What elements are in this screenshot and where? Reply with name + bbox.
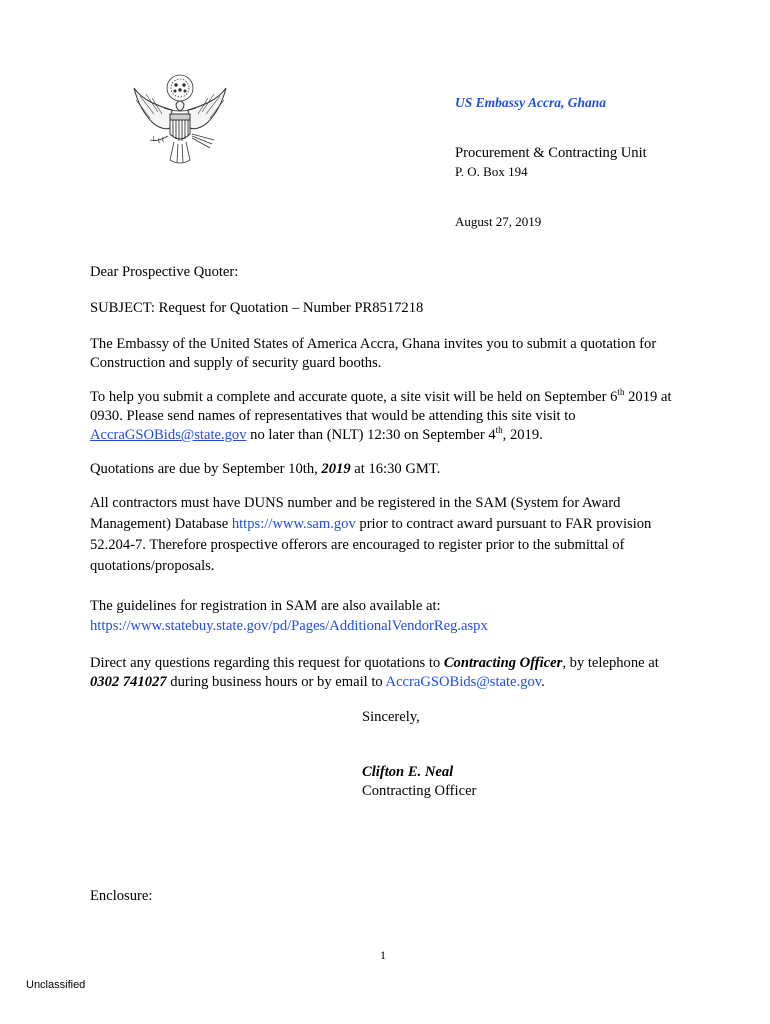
duns-paragraph [90, 493, 690, 577]
contact-text-3: during business hours or by email to [166, 674, 386, 690]
due-year: 2019 [321, 461, 351, 477]
due-text-1: Quotations are due by September 10th, [90, 461, 322, 477]
procurement-unit: Procurement & Contracting Unit [455, 145, 647, 161]
email-link-site-visit[interactable]: AccraGSOBids@state.gov [90, 427, 247, 443]
signatory-title: Contracting Officer [362, 783, 477, 799]
signatory-name: Clifton E. Neal [362, 764, 454, 780]
page-number: 1 [380, 948, 386, 962]
sincerely: Sincerely, [362, 709, 420, 725]
phone-number: 0302 741027 [90, 674, 167, 690]
duns-text-1: All contractors must have DUNS number and be registered in the SAM (System for Award Management) Database [90, 495, 621, 532]
due-date-paragraph [90, 460, 690, 479]
enclosure-label: Enclosure: [90, 888, 153, 904]
po-box: P. O. Box 194 [455, 164, 528, 179]
subject-line: SUBJECT: Request for Quotation – Number PR8517218 [90, 300, 424, 316]
statebuy-link[interactable]: https://www.statebuy.state.gov/pd/Pages/AdditionalVendorReg.aspx [90, 618, 488, 634]
classification-marking: Unclassified [26, 979, 86, 991]
guidelines-text: The guidelines for registration in SAM are also available at: [90, 598, 441, 614]
site-visit-text-1: To help you submit a complete and accurate quote, a site visit will be held on September 6 [90, 389, 618, 405]
contact-paragraph [90, 654, 690, 692]
invitation-paragraph: The Embassy of the United States of America Accra, Ghana invites you to submit a quotation for Construction and supply of security guard booths. [90, 336, 657, 371]
contact-text-2: , by telephone at [562, 655, 659, 671]
contracting-officer-label: Contracting Officer [443, 655, 563, 671]
site-visit-paragraph [90, 388, 690, 445]
contact-text-1: Direct any questions regarding this request for quotations to [90, 655, 444, 671]
embassy-name: US Embassy Accra, Ghana [455, 95, 607, 110]
email-link-contact[interactable]: AccraGSOBids@state.gov [385, 674, 542, 690]
guidelines-paragraph [90, 596, 690, 636]
site-visit-sup-1: th [617, 387, 625, 398]
great-seal-eagle-icon [128, 70, 232, 168]
due-text-2: at 16:30 GMT. [350, 461, 441, 477]
site-visit-text-3: no later than (NLT) 12:30 on September 4 [246, 427, 496, 443]
contact-text-4: . [541, 674, 545, 690]
site-visit-sup-2: th [495, 425, 503, 436]
sam-gov-link[interactable]: https://www.sam.gov [231, 516, 356, 532]
site-visit-text-4: , 2019. [502, 427, 543, 443]
letter-date: August 27, 2019 [455, 214, 542, 229]
closing-block [362, 708, 662, 801]
duns-text-2: prior to contract award pursuant to FAR provision 52.204-7. Therefore prospective offerors are encouraged to register prior to the submittal of quotations/proposals. [90, 516, 652, 574]
site-visit-text-2: 2019 at 0930. Please send names of representatives that would be attending this site visit to [90, 389, 672, 424]
salutation: Dear Prospective Quoter: [90, 264, 239, 280]
